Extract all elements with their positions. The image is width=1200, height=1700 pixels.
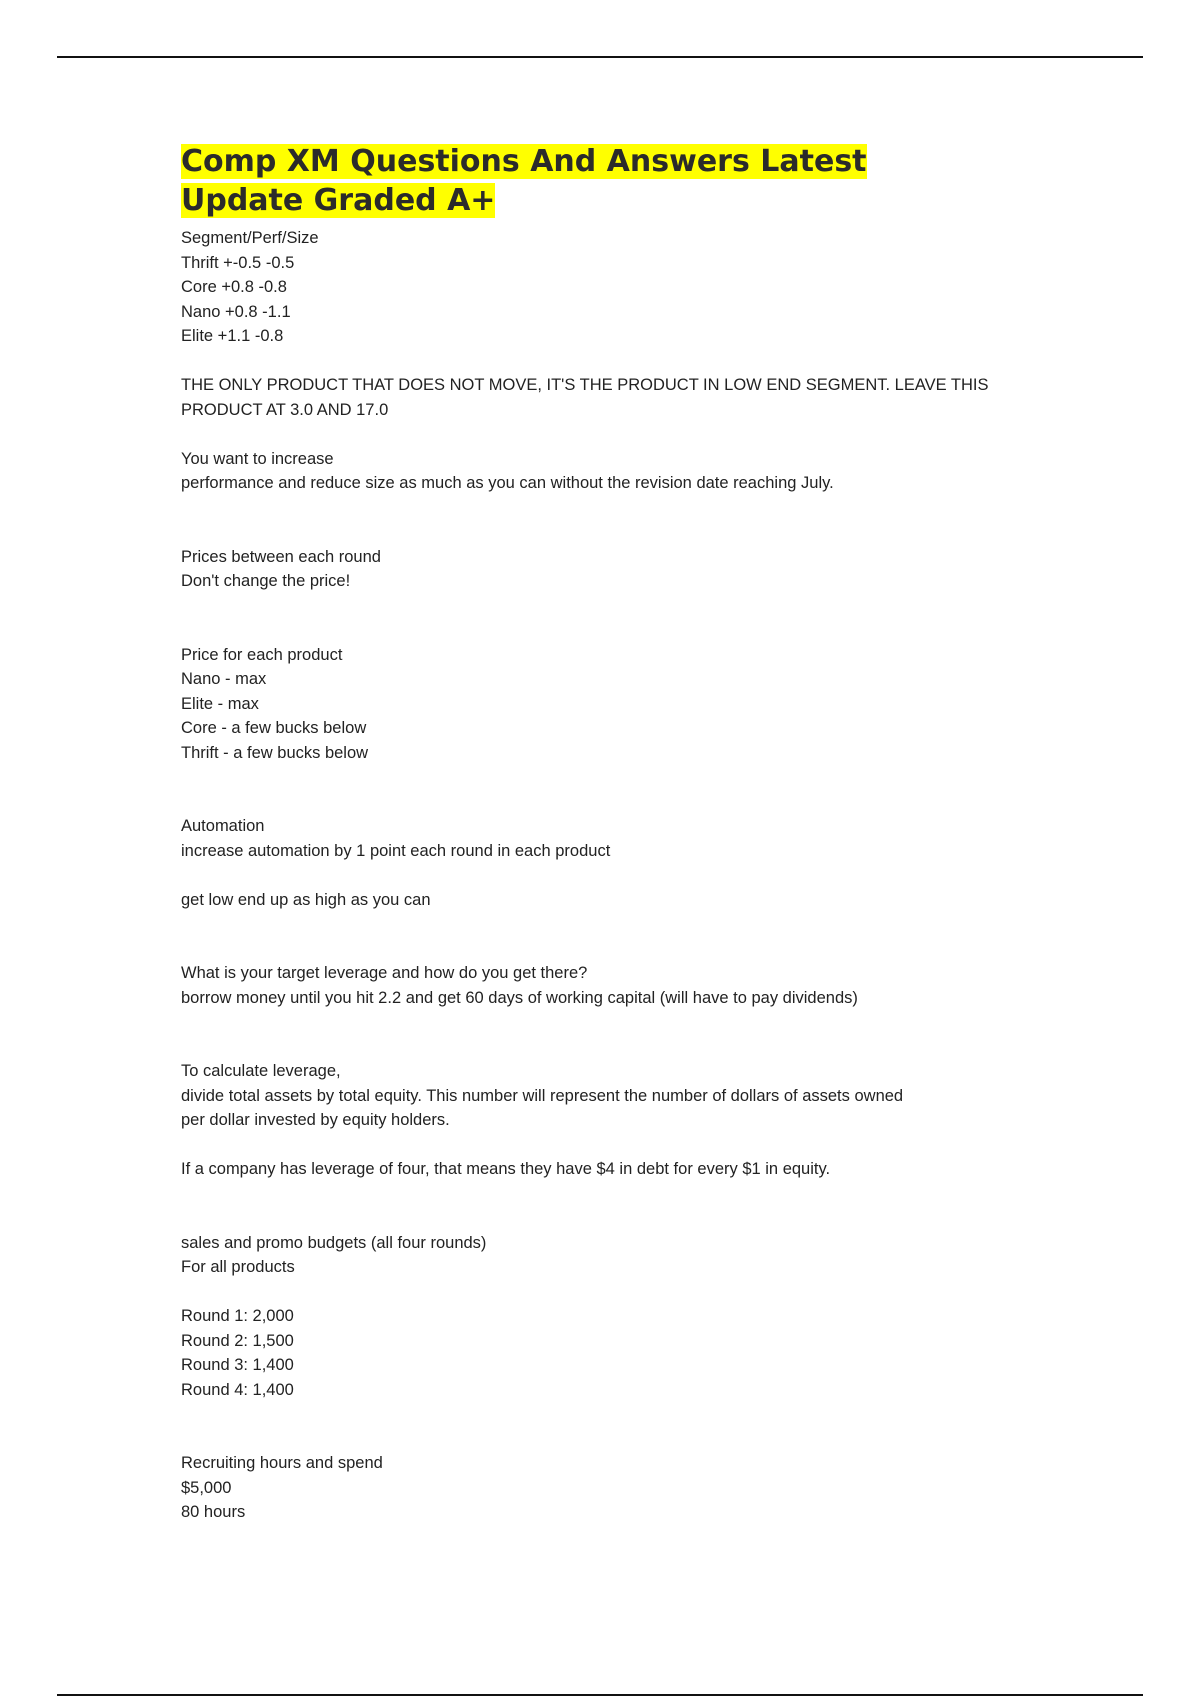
price-per-product-block	[181, 643, 1041, 766]
text-line: Round 2: 1,500	[181, 1331, 294, 1350]
automation-block	[181, 814, 1041, 863]
document-title	[181, 142, 1041, 220]
calculate-leverage-block	[181, 1059, 1041, 1133]
segment-block	[181, 226, 1041, 349]
text-line: increase automation by 1 point each round in each product	[181, 841, 611, 860]
text-line: Elite +1.1 -0.8	[181, 327, 284, 345]
leverage-example-block	[181, 1157, 1041, 1182]
round-budgets-block	[181, 1304, 1041, 1402]
title-line-1: Comp XM Questions And Answers Latest	[181, 144, 867, 179]
text-line: Don't change the price!	[181, 572, 351, 590]
text-line: 80 hours	[181, 1503, 246, 1521]
text-line: For all products	[181, 1258, 295, 1276]
text-line: Prices between each round	[181, 547, 381, 566]
performance-block	[181, 447, 1041, 496]
text-line: You want to increase	[181, 449, 334, 468]
text-line: divide total assets by total equity. This number will represent the number of dollars of assets owned	[181, 1086, 904, 1105]
text-line: Round 1: 2,000	[181, 1307, 294, 1325]
text-line: If a company has leverage of four, that means they have $4 in debt for every $1 in equity.	[181, 1160, 831, 1178]
text-line: Thrift - a few bucks below	[181, 743, 369, 762]
text-line: Round 3: 1,400	[181, 1356, 294, 1374]
text-line: sales and promo budgets (all four rounds)	[181, 1233, 487, 1252]
text-line: Segment/Perf/Size	[181, 229, 319, 247]
low-end-block	[181, 888, 1041, 913]
header-rule	[57, 56, 1143, 58]
text-line: PRODUCT AT 3.0 AND 17.0	[181, 400, 389, 419]
document-body	[181, 142, 1041, 1525]
text-line: Nano - max	[181, 670, 267, 688]
sales-promo-block	[181, 1231, 1041, 1280]
text-line: Core - a few bucks below	[181, 719, 367, 737]
text-line: Recruiting hours and spend	[181, 1454, 383, 1472]
text-line: Price for each product	[181, 645, 343, 664]
text-line: Nano +0.8 -1.1	[181, 302, 291, 321]
text-line: THE ONLY PRODUCT THAT DOES NOT MOVE, IT'S THE PRODUCT IN LOW END SEGMENT. LEAVE THIS	[181, 376, 989, 394]
text-line: per dollar invested by equity holders.	[181, 1111, 450, 1129]
low-end-note-block	[181, 373, 1041, 422]
text-line: To calculate leverage,	[181, 1062, 341, 1080]
text-line: What is your target leverage and how do you get there?	[181, 964, 588, 982]
recruiting-block	[181, 1451, 1041, 1525]
text-line: Automation	[181, 817, 265, 835]
footer-rule	[57, 1694, 1143, 1696]
title-line-2: Update Graded A+	[181, 183, 496, 218]
target-leverage-block	[181, 961, 1041, 1010]
text-line: Thrift +-0.5 -0.5	[181, 253, 295, 272]
text-line: Round 4: 1,400	[181, 1380, 294, 1399]
prices-between-rounds-block	[181, 545, 1041, 594]
text-line: $5,000	[181, 1478, 232, 1497]
text-line: borrow money until you hit 2.2 and get 60 days of working capital (will have to pay dividends)	[181, 988, 858, 1007]
text-line: Elite - max	[181, 694, 259, 713]
text-line: Core +0.8 -0.8	[181, 278, 287, 296]
text-line: get low end up as high as you can	[181, 890, 431, 909]
text-line: performance and reduce size as much as you can without the revision date reaching July.	[181, 474, 834, 492]
